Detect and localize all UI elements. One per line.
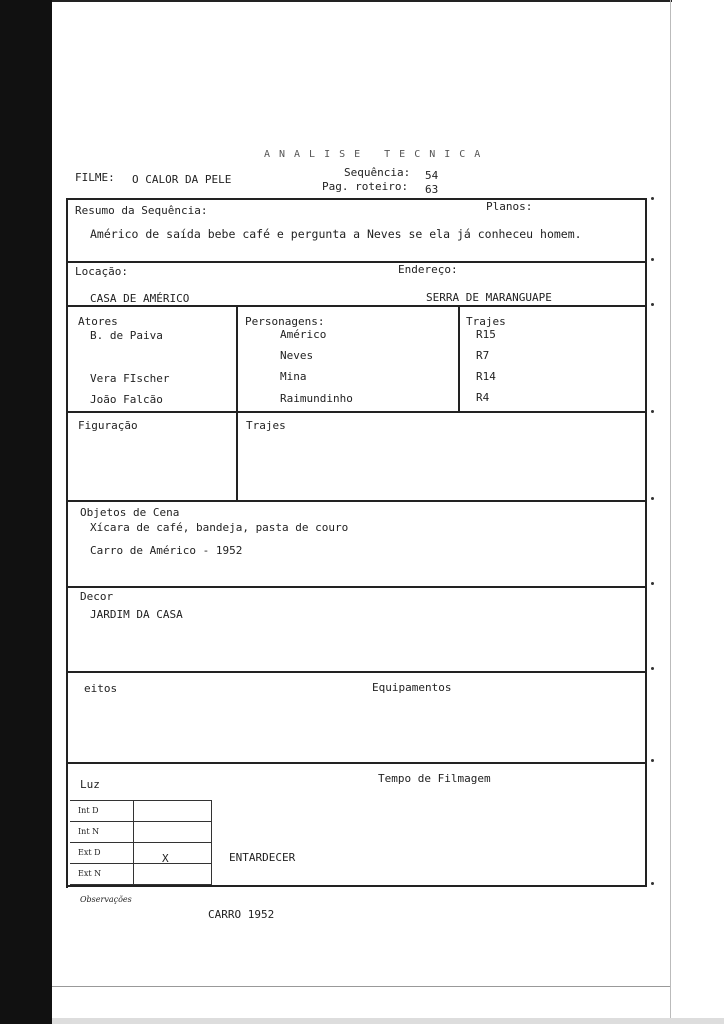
page-title: ANALISE TECNICA <box>264 149 490 160</box>
margin-dot <box>651 759 654 762</box>
margin-dot <box>651 667 654 670</box>
resumo-label: Resumo da Sequência: <box>75 204 208 217</box>
decor-label: Decor <box>80 590 114 603</box>
divider-atores-personagens <box>236 305 238 501</box>
luz-grid-line <box>70 842 212 843</box>
objeto-item: Xícara de café, bandeja, pasta de couro <box>90 521 349 534</box>
endereco-value: SERRA DE MARANGUAPE <box>426 291 552 304</box>
traje-item: R14 <box>476 370 496 383</box>
figuracao-label: Figuração <box>78 419 138 432</box>
scan-border-right <box>670 0 671 1024</box>
margin-dot <box>651 303 654 306</box>
pag-roteiro-label: Pag. roteiro: <box>322 180 409 193</box>
locacao-value: CASA DE AMÉRICO <box>90 292 190 305</box>
ator-item: João Falcão <box>90 393 163 406</box>
divider-efeitos <box>66 762 646 764</box>
traje-item: R15 <box>476 328 496 341</box>
scan-border-left <box>0 0 52 1024</box>
form-bottom-border <box>66 885 647 887</box>
luz-row-label: Int D <box>78 806 99 815</box>
locacao-label: Locação: <box>75 265 128 278</box>
objeto-item: Carro de Américo - 1952 <box>90 544 243 557</box>
personagem-item: Neves <box>280 349 314 362</box>
sequencia-label: Sequência: <box>344 166 411 179</box>
endereco-label: Endereço: <box>398 263 458 276</box>
ator-item: Vera FIscher <box>90 372 170 385</box>
observacoes-value: CARRO 1952 <box>208 908 275 921</box>
luz-grid-line <box>70 800 212 801</box>
personagem-item: Américo <box>280 328 327 341</box>
planos-label: Planos: <box>486 200 533 213</box>
divider-figuracao <box>66 500 646 502</box>
luz-grid-line <box>211 800 212 884</box>
luz-grid-line <box>133 800 134 884</box>
tempo-filmagem-label: Tempo de Filmagem <box>378 772 491 785</box>
margin-dot <box>651 582 654 585</box>
personagem-item: Raimundinho <box>280 392 353 405</box>
divider-resumo <box>66 261 646 263</box>
luz-grid-line <box>70 821 212 822</box>
traje-item: R7 <box>476 349 490 362</box>
efeitos-label: eitos <box>84 682 118 695</box>
decor-value: JARDIM DA CASA <box>90 608 183 621</box>
margin-dot <box>651 882 654 885</box>
luz-row-label: Ext D <box>78 848 101 857</box>
figuracao-trajes-label: Trajes <box>246 419 286 432</box>
filme-label: FILME: <box>75 171 115 184</box>
luz-note: ENTARDECER <box>229 851 296 864</box>
equipamentos-label: Equipamentos <box>372 681 452 694</box>
filme-value: O CALOR DA PELE <box>132 173 232 186</box>
margin-dot <box>651 197 654 200</box>
pag-roteiro-value: 63 <box>425 183 439 196</box>
resumo-text: Américo de saída bebe café e pergunta a Neves se ela já conheceu homem. <box>90 227 582 241</box>
personagem-item: Mina <box>280 370 307 383</box>
atores-label: Atores <box>78 315 118 328</box>
form-left-border <box>66 198 68 888</box>
luz-label: Luz <box>80 778 100 791</box>
luz-grid-line <box>70 884 212 885</box>
ator-item: B. de Paiva <box>90 329 163 342</box>
divider-cast <box>66 411 646 413</box>
personagens-label: Personagens: <box>245 315 325 328</box>
sequencia-value: 54 <box>425 169 439 182</box>
page-bottom-edge <box>52 986 670 987</box>
luz-row-label: Ext N <box>78 869 102 878</box>
margin-dot <box>651 497 654 500</box>
luz-grid-line <box>70 863 212 864</box>
form-right-border <box>645 198 647 886</box>
scan-border-top <box>52 0 672 2</box>
trajes-label: Trajes <box>466 315 506 328</box>
margin-dot <box>651 258 654 261</box>
form-top-border <box>66 198 646 200</box>
luz-mark: X <box>162 852 169 865</box>
observacoes-label: Observações <box>80 895 132 904</box>
luz-row-label: Int N <box>78 827 100 836</box>
scan-border-bottom <box>52 1018 724 1024</box>
divider-decor <box>66 671 646 673</box>
traje-item: R4 <box>476 391 490 404</box>
margin-dot <box>651 410 654 413</box>
divider-personagens-trajes <box>458 307 460 411</box>
objetos-label: Objetos de Cena <box>80 506 180 519</box>
divider-objetos <box>66 586 646 588</box>
divider-locacao <box>66 305 646 307</box>
